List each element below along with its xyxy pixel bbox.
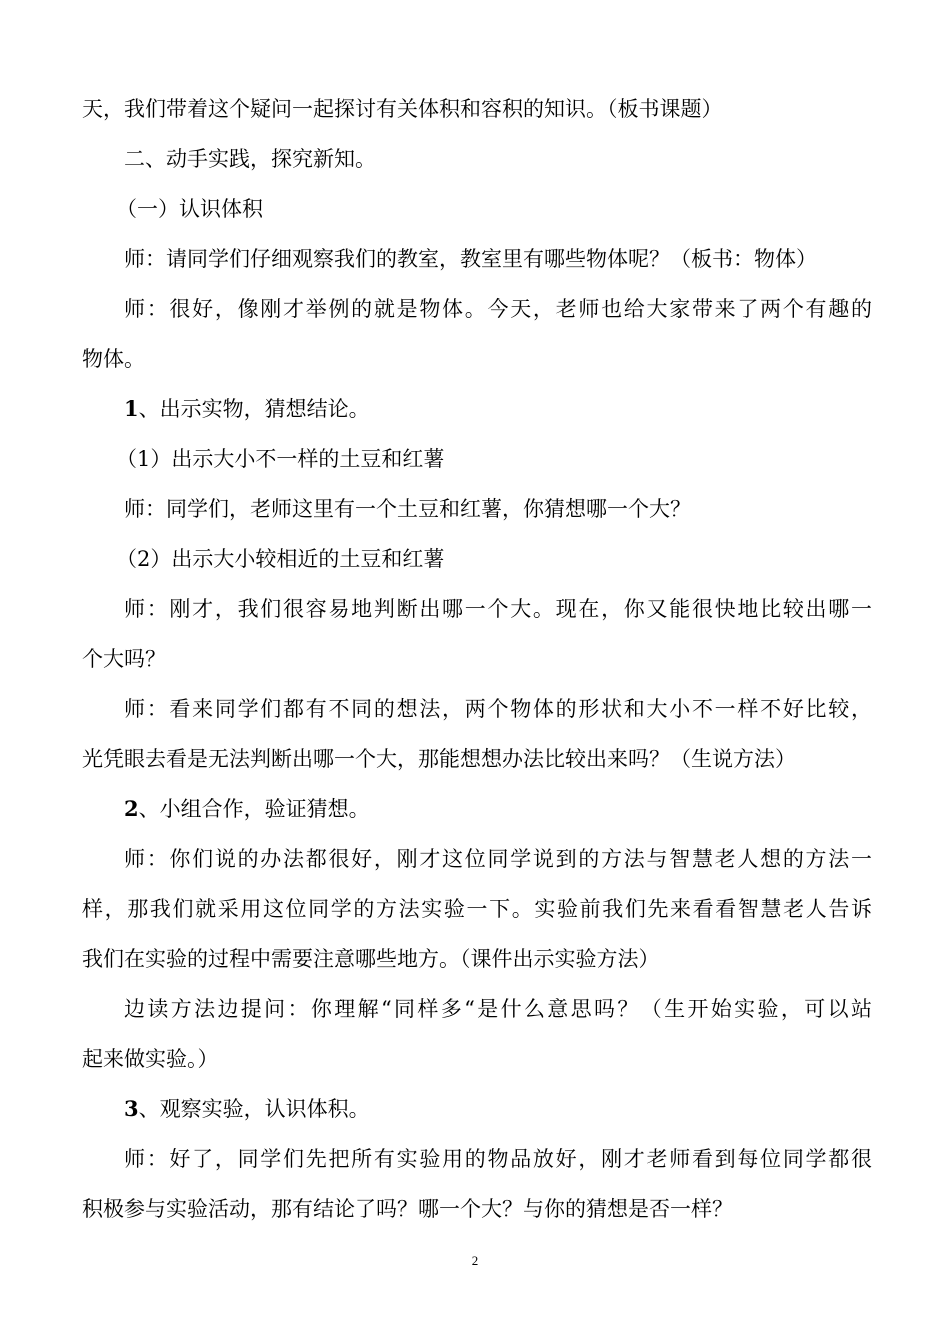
step-heading [82, 784, 872, 834]
step-number: 1 [124, 396, 139, 421]
paragraph-line [82, 684, 872, 734]
subsection-heading: （一）认识体积 [116, 197, 263, 221]
step-heading [82, 1084, 872, 1134]
paragraph-text: 样，那我们就采用这位同学的方法实验一下。实验前我们先来看看智慧老人告诉 [82, 897, 872, 921]
step-number: 2 [124, 796, 139, 821]
paragraph-line: 我们在实验的过程中需要注意哪些地方。（课件出示实验方法） [82, 947, 660, 971]
step-title: 、观察实验，认识体积。 [138, 1097, 370, 1121]
paragraph-line: （1）出示大小不一样的土豆和红薯 [116, 447, 445, 471]
paragraph-text: 师：好了，同学们先把所有实验用的物品放好，刚才老师看到每位同学都很 [124, 1147, 872, 1171]
step-heading [82, 384, 872, 434]
paragraph-line [82, 834, 872, 884]
paragraph-text: 师：你们说的办法都很好，刚才这位同学说到的方法与智慧老人想的方法一 [124, 847, 872, 871]
paragraph-text: 师：很好，像刚才举例的就是物体。今天，老师也给大家带来了两个有趣的 [124, 297, 872, 321]
paragraph-text: 师：看来同学们都有不同的想法，两个物体的形状和大小不一样不好比较， [124, 697, 872, 721]
paragraph-text: 边读方法边提问：你理解“同样多“是什么意思吗？（生开始实验，可以站 [124, 997, 872, 1021]
paragraph-line [82, 1134, 872, 1184]
paragraph-line: 光凭眼去看是无法判断出哪一个大，那能想想办法比较出来吗？（生说方法） [82, 747, 796, 771]
paragraph-line: （2）出示大小较相近的土豆和红薯 [116, 547, 445, 571]
paragraph-line [82, 284, 872, 334]
paragraph-line [82, 884, 872, 934]
paragraph-line: 起来做实验。） [82, 1047, 219, 1071]
step-number: 3 [124, 1096, 139, 1121]
paragraph-line [82, 984, 872, 1034]
paragraph-line: 师：同学们，老师这里有一个土豆和红薯，你猜想哪一个大？ [124, 497, 691, 521]
step-title: 、出示实物，猜想结论。 [138, 397, 370, 421]
paragraph-line [82, 584, 872, 634]
step-title: 、小组合作，验证猜想。 [138, 797, 370, 821]
document-body [82, 84, 872, 1234]
section-heading: 二、动手实践，探究新知。 [124, 147, 376, 171]
paragraph-line: 师：请同学们仔细观察我们的教室，教室里有哪些物体呢？（板书：物体） [124, 247, 817, 271]
paragraph-text: 师：刚才，我们很容易地判断出哪一个大。现在，你又能很快地比较出哪一 [124, 597, 872, 621]
paragraph-line: 物体。 [82, 347, 145, 371]
paragraph-line: 天，我们带着这个疑问一起探讨有关体积和容积的知识。（板书课题） [82, 97, 723, 121]
page-number: 2 [471, 1253, 479, 1268]
paragraph-line: 积极参与实验活动，那有结论了吗？哪一个大？与你的猜想是否一样？ [82, 1197, 733, 1221]
paragraph-line: 个大吗？ [82, 647, 166, 671]
